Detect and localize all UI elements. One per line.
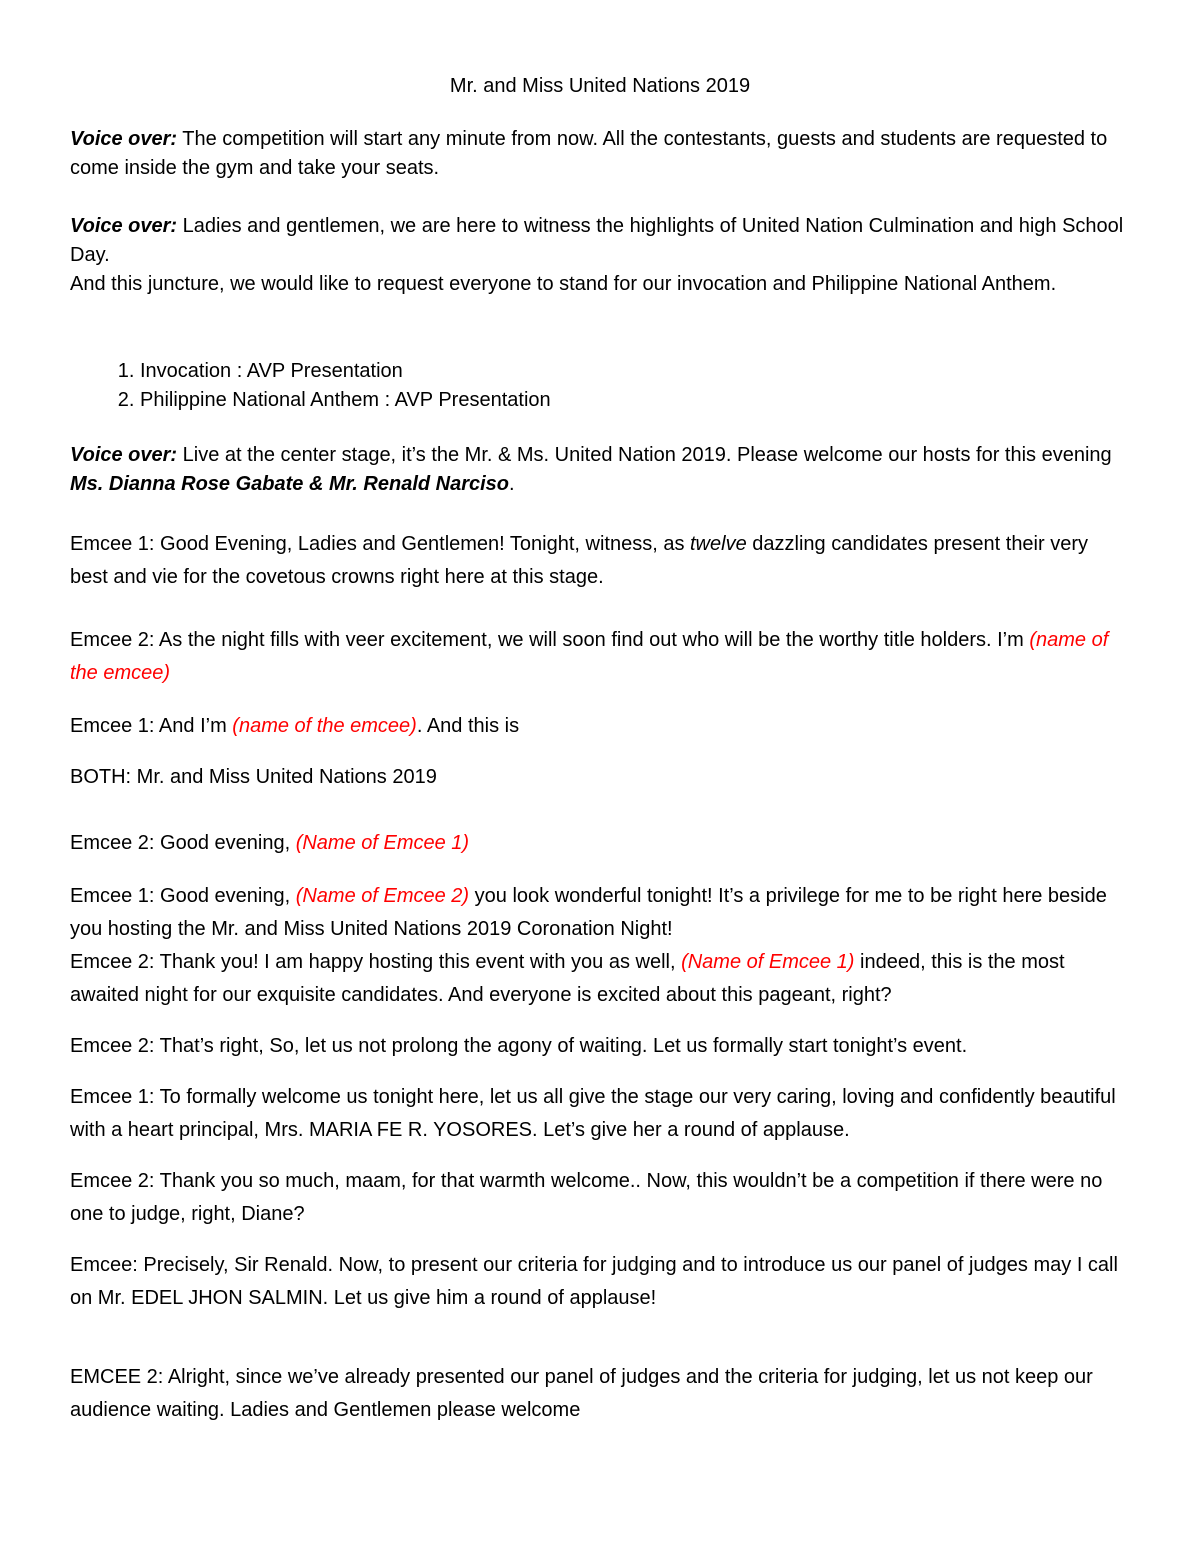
emcee1-and-im-text: Emcee 1: And I’m — [70, 715, 233, 737]
emcee2-good-evening — [70, 827, 1130, 860]
emcee-name-placeholder: (name of the emcee) — [70, 629, 1109, 684]
and-this-is-text: . And this is — [416, 715, 520, 737]
period: . — [509, 473, 515, 495]
emcee2-name-placeholder: (Name of Emcee 2) — [295, 885, 470, 907]
voice-over-label: Voice over: — [70, 215, 178, 237]
voice-over-2-text: Ladies and gentlemen, we are here to witness the highlights of United Nation Culmination and high School Day. — [70, 215, 1124, 266]
voice-over-3 — [70, 441, 1130, 499]
emcee-precisely: Emcee: Precisely, Sir Renald. Now, to present our criteria for judging and to introduce us our panel of judges may I call on Mr. EDEL JHON SALMIN. Let us give him a round of applause! — [70, 1254, 1118, 1309]
emcee2-final: EMCEE 2: Alright, since we’ve already presented our panel of judges and the criteria for judging, let us not keep our audience waiting. Ladies and Gentlemen please welcome — [70, 1366, 1093, 1421]
emcee1-and-im — [70, 710, 1130, 743]
emcee1-name-placeholder: (Name of Emcee 1) — [681, 951, 855, 973]
emcee1-intro — [70, 528, 1130, 594]
emcee1-wonderful-text: you look wonderful tonight! It’s a privilege for me to be right here beside you hosting the Mr. and Miss United Nations 2019 Coronation Night! — [70, 885, 1107, 940]
emcee-name-placeholder: (name of the emcee) — [232, 715, 417, 737]
twelve-word: twelve — [690, 533, 747, 555]
emcee2-judge: Emcee 2: Thank you so much, maam, for that warmth welcome.. Now, this wouldn’t be a competition if there were no one to judge, right, Diane? — [70, 1170, 1103, 1225]
voice-over-2-line-2: And this juncture, we would like to request everyone to stand for our invocation and Philippine National Anthem. — [70, 273, 1057, 295]
emcee2-indeed-text: indeed, this is the most awaited night for our exquisite candidates. And everyone is excited about this pageant, right? — [70, 951, 1065, 1006]
emcee2-intro-text: Emcee 2: As the night fills with veer excitement, we will soon find out who will be the worthy title holders. I’m — [70, 629, 1030, 651]
emcee2-thats-right: Emcee 2: That’s right, So, let us not prolong the agony of waiting. Let us formally start tonight’s event. — [70, 1035, 968, 1057]
emcee1-name-placeholder: (Name of Emcee 1) — [295, 832, 470, 854]
program-list — [70, 357, 1130, 415]
emcee2-thank-text: Emcee 2: Thank you! I am happy hosting this event with you as well, — [70, 951, 682, 973]
voice-over-label: Voice over: — [70, 128, 178, 150]
voice-over-1-text: The competition will start any minute from now. All the contestants, guests and students are requested to come inside the gym and take your seats. — [70, 128, 1108, 179]
hosts-names: Ms. Dianna Rose Gabate & Mr. Renald Narciso — [70, 473, 510, 495]
emcee2-good-evening-text: Emcee 2: Good evening, — [70, 832, 296, 854]
list-item: 2. Philippine National Anthem : AVP Presentation — [140, 386, 1130, 415]
both-line: BOTH: Mr. and Miss United Nations 2019 — [70, 766, 437, 788]
voice-over-label: Voice over: — [70, 444, 178, 466]
voice-over-3-text: Live at the center stage, it’s the Mr. & Ms. United Nation 2019. Please welcome our hosts for this evening — [177, 444, 1112, 466]
list-item: 1. Invocation : AVP Presentation — [140, 357, 1130, 386]
document-title: Mr. and Miss United Nations 2019 — [449, 75, 751, 97]
emcee1-good-evening — [70, 880, 1130, 946]
emcee1-intro-text-2: dazzling candidates present their very best and vie for the covetous crowns right here at this stage. — [70, 533, 1089, 588]
emcee1-good-evening-text: Emcee 1: Good evening, — [70, 885, 296, 907]
emcee1-welcome: Emcee 1: To formally welcome us tonight here, let us all give the stage our very caring, loving and confidently beautiful with a heart principal, Mrs. MARIA FE R. YOSORES. Let’s give her a round of applause. — [70, 1086, 1116, 1141]
voice-over-2 — [70, 212, 1130, 270]
emcee1-intro-text: Emcee 1: Good Evening, Ladies and Gentlemen! Tonight, witness, as — [70, 533, 690, 555]
emcee2-thank-you — [70, 946, 1130, 1012]
voice-over-1 — [70, 125, 1130, 183]
emcee2-intro — [70, 624, 1130, 690]
